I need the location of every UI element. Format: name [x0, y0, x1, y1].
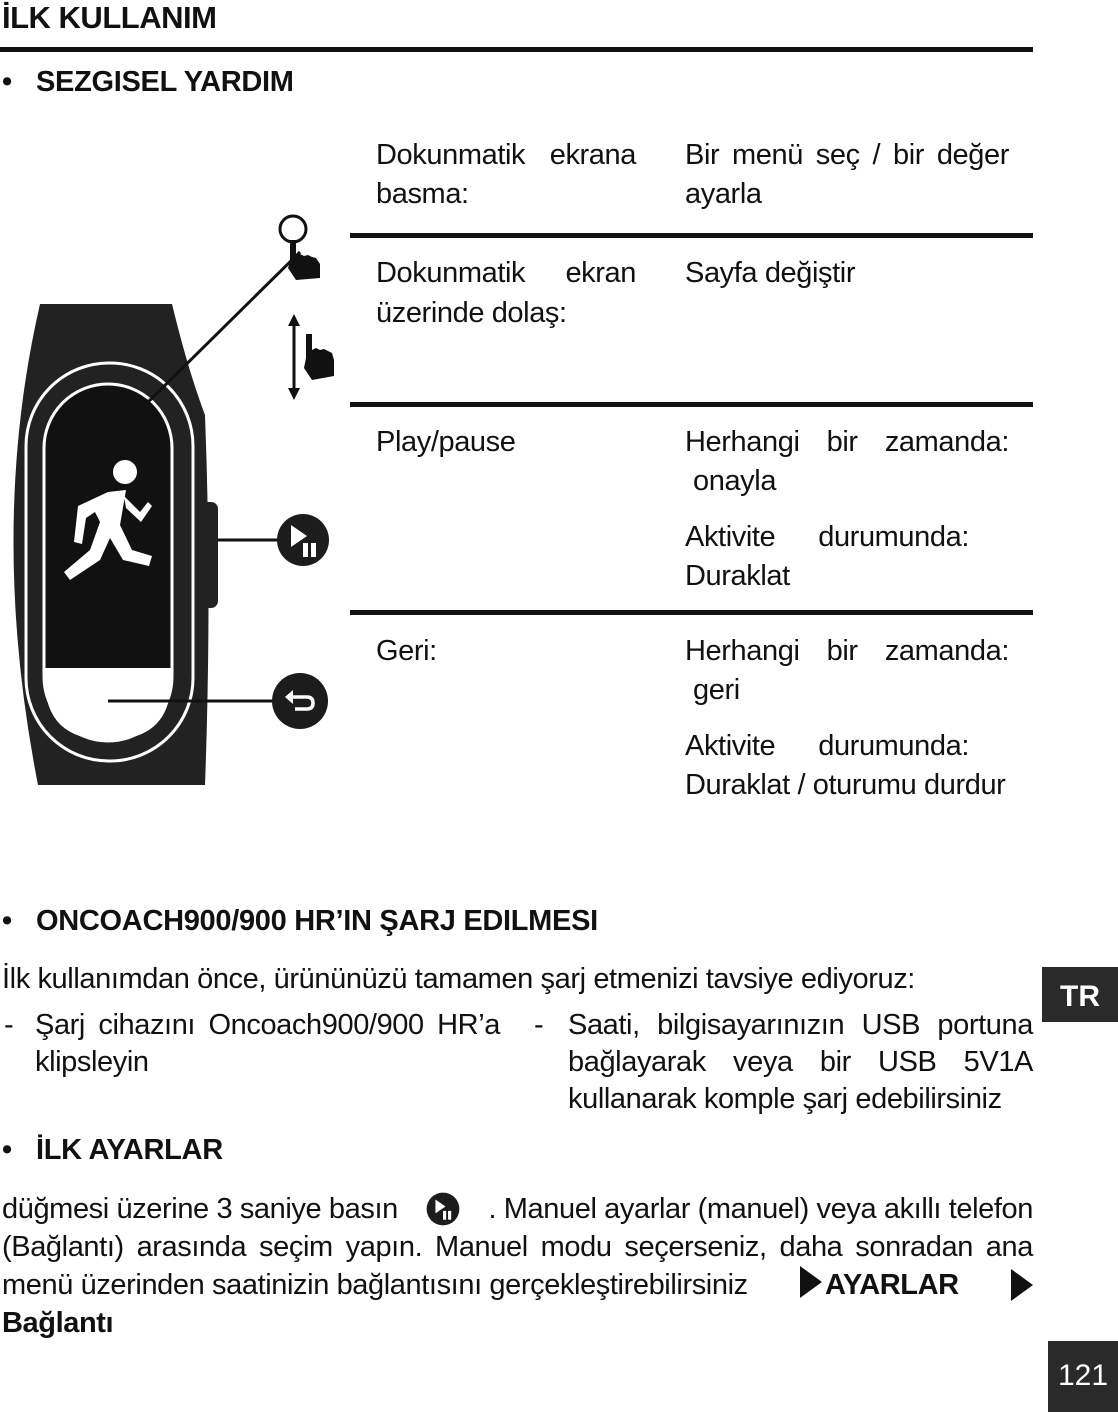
gesture-swipe-result: Sayfa değiştir — [685, 257, 856, 289]
arrow-right-icon — [1011, 1269, 1033, 1301]
back-icon — [271, 672, 329, 730]
table-divider — [350, 233, 1033, 238]
charging-left-line2: klipsleyin — [35, 1046, 149, 1078]
settings-line1: düğmesi üzerine 3 saniye basın . Manuel ayarlar (manuel) veya akıllı telefon — [2, 1193, 1033, 1225]
charging-dash-right: - — [534, 1009, 544, 1041]
language-tab: TR — [1042, 967, 1118, 1022]
table-divider — [350, 402, 1033, 407]
gesture-back-result2-cont: Duraklat / oturumu durdur — [685, 769, 1006, 801]
tap-gesture-icon — [276, 212, 326, 286]
charging-dash-left: - — [4, 1009, 14, 1041]
title-divider — [0, 47, 1033, 52]
settings-path-baglanti: Bağlantı — [2, 1307, 114, 1339]
gesture-back-result1-cont: geri — [693, 674, 740, 706]
gesture-back-action: Geri: — [376, 635, 437, 667]
gesture-tap-action: Dokunmatik ekrana — [376, 139, 636, 171]
play-pause-icon — [276, 513, 330, 567]
arrow-right-icon — [800, 1266, 822, 1298]
gesture-back-result1: Herhangi bir zamanda: — [685, 635, 1009, 667]
page-number: 121 — [1048, 1341, 1118, 1412]
gesture-swipe-action-cont: üzerinde dolaş: — [376, 297, 567, 329]
section-heading-charging: • ONCOACH900/900 HR’IN ŞARJ EDILMESI — [2, 905, 598, 937]
settings-path-ayarlar: AYARLAR — [800, 1266, 959, 1304]
charging-left-line1: Şarj cihazını Oncoach900/900 HR’a — [35, 1009, 500, 1041]
gesture-tap-result-cont: ayarla — [685, 178, 762, 210]
gesture-back-result2: Aktivite durumunda: — [685, 730, 969, 762]
gesture-playpause-result2: Aktivite durumunda: — [685, 521, 969, 553]
gesture-playpause-result2-cont: Duraklat — [685, 560, 790, 592]
charging-right-line3: kullanarak komple şarj edebilirsiniz — [568, 1083, 1002, 1115]
settings-line2: (Bağlantı) arasında seçim yapın. Manuel modu seçerseniz, daha sonradan ana — [2, 1231, 1033, 1263]
gesture-playpause-action: Play/pause — [376, 426, 516, 458]
settings-line3: menü üzerinden saatinizin bağlantısını gerçekleştirebilirsiniz AYARLAR — [2, 1266, 1033, 1304]
gesture-swipe-action: Dokunmatik ekran — [376, 257, 636, 289]
gesture-playpause-result1: Herhangi bir zamanda: — [685, 426, 1009, 458]
charging-right-line2: bağlayarak veya bir USB 5V1A — [568, 1046, 1033, 1078]
charging-right-line1: Saati, bilgisayarınızın USB portuna — [568, 1009, 1033, 1041]
gesture-playpause-result1-cont: onayla — [693, 465, 777, 497]
swipe-gesture-icon — [280, 312, 336, 404]
charging-intro: İlk kullanımdan önce, ürününüzü tamamen şarj etmenizi tavsiye ediyoruz: — [2, 963, 915, 995]
gesture-tap-action-cont: basma: — [376, 178, 469, 210]
gesture-tap-result: Bir menü seç / bir değer — [685, 139, 1009, 171]
page-title: İLK KULLANIM — [2, 0, 217, 35]
section-heading-settings: • İLK AYARLAR — [2, 1134, 223, 1166]
section-heading-gestures: • SEZGISEL YARDIM — [2, 66, 294, 98]
play-pause-icon — [426, 1192, 460, 1226]
table-divider — [350, 610, 1033, 615]
